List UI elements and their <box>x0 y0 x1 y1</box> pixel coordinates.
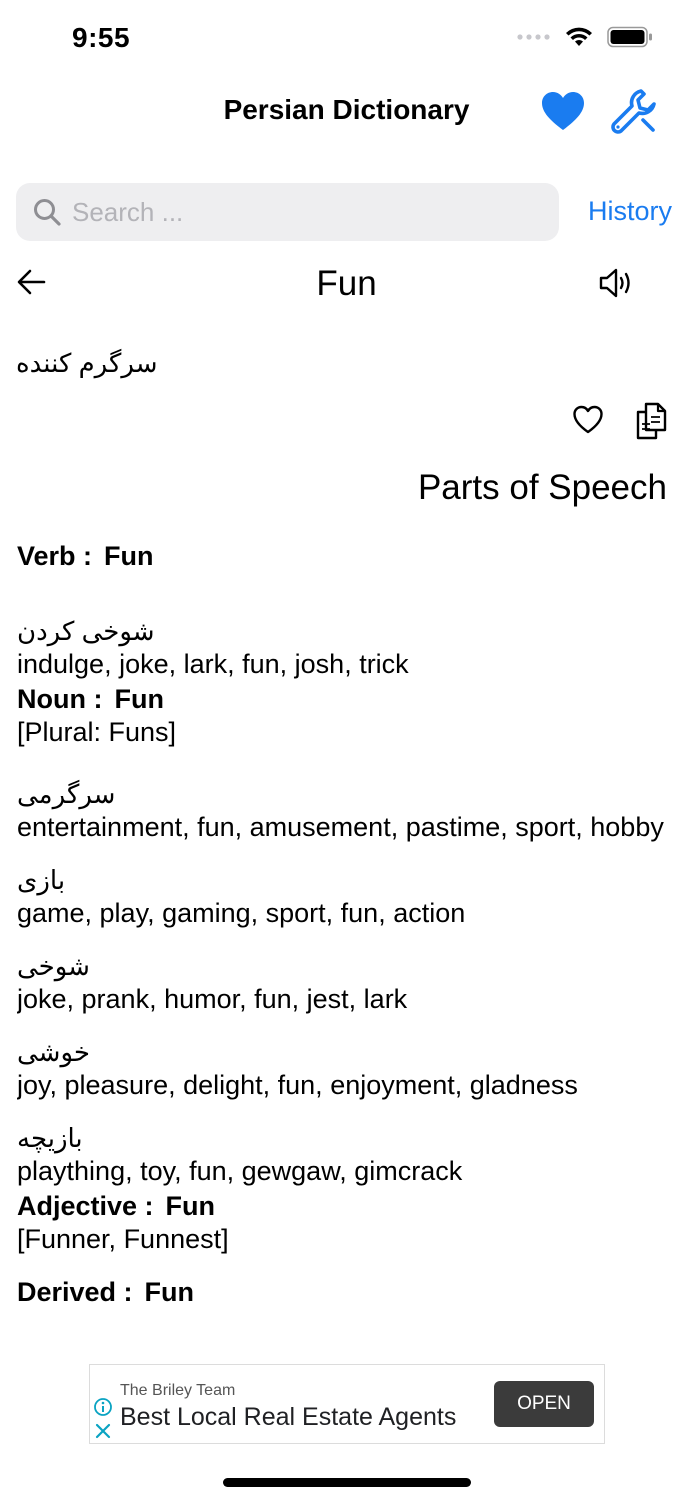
pos-section-verb <box>17 540 677 681</box>
heart-filled-icon <box>540 90 586 132</box>
pos-section-adjective <box>17 1190 677 1256</box>
close-icon[interactable] <box>94 1422 112 1440</box>
sense-item <box>17 1122 677 1188</box>
sense-persian: سرگرمی <box>17 779 116 809</box>
status-icons <box>517 26 653 48</box>
pos-heading-noun <box>17 683 677 716</box>
pos-heading-adjective <box>17 1190 677 1223</box>
add-favorite-button[interactable] <box>572 404 604 436</box>
sense-english: game, play, gaming, sport, fun, action <box>17 898 466 928</box>
pos-inflection: [Funner, Funnest] <box>17 1224 229 1254</box>
ad-open-button[interactable]: OPEN <box>494 1381 594 1427</box>
pos-inflection: [Plural: Funs] <box>17 717 177 747</box>
favorites-button[interactable] <box>540 90 586 132</box>
status-time: 9:55 <box>72 22 131 53</box>
pos-heading-derived <box>17 1276 677 1309</box>
home-indicator[interactable] <box>223 1478 471 1487</box>
pos-word: Fun <box>104 541 154 571</box>
ad-headline[interactable]: Best Local Real Estate Agents <box>120 1403 457 1431</box>
sense-english: entertainment, fun, amusement, pastime, sport, hobby <box>17 812 664 842</box>
parts-of-speech-heading: Parts of Speech <box>417 468 667 507</box>
settings-button[interactable] <box>608 86 660 138</box>
speaker-icon <box>598 266 634 300</box>
wrench-icon <box>608 86 660 138</box>
copy-button[interactable] <box>634 402 668 440</box>
sense-english: plaything, toy, fun, gewgaw, gimcrack <box>17 1156 463 1186</box>
sense-item <box>17 950 677 1016</box>
nav-title: Persian Dictionary <box>223 94 470 125</box>
history-button[interactable]: History <box>588 196 673 226</box>
pos-word: Fun <box>165 1191 216 1221</box>
pos-word: Fun <box>114 684 164 714</box>
sense-item <box>17 778 677 844</box>
sense-persian: شوخی <box>17 951 90 981</box>
heart-outline-icon <box>572 404 604 436</box>
copy-icon <box>634 402 668 440</box>
pos-word: Fun <box>144 1277 195 1307</box>
pos-label: Verb : <box>17 541 93 571</box>
sense-persian: خوشی <box>17 1037 90 1067</box>
ad-banner[interactable] <box>89 1364 605 1444</box>
pos-label: Derived : <box>17 1277 133 1307</box>
sense-item <box>17 615 677 681</box>
info-icon[interactable] <box>93 1397 113 1417</box>
sense-item <box>17 1036 677 1102</box>
sense-english: joy, pleasure, delight, fun, enjoyment, gladness <box>17 1070 578 1100</box>
search-input[interactable] <box>70 196 544 229</box>
ad-advertiser: The Briley Team <box>120 1382 236 1399</box>
pos-label: Noun : <box>17 684 103 714</box>
battery-icon <box>607 26 653 48</box>
entry-translation: سرگرم کننده <box>16 348 158 378</box>
sense-persian: بازی <box>17 865 66 895</box>
signal-dots-icon <box>517 33 551 41</box>
sense-item <box>17 864 677 930</box>
entry-word: Fun <box>316 264 377 303</box>
pos-section-derived <box>17 1276 677 1309</box>
search-bar[interactable] <box>16 183 559 241</box>
pronounce-button[interactable] <box>598 266 634 300</box>
search-icon <box>32 197 62 227</box>
pos-heading-verb <box>17 540 677 573</box>
definitions-list[interactable] <box>17 540 677 1350</box>
sense-english: indulge, joke, lark, fun, josh, trick <box>17 649 409 679</box>
pos-section-noun <box>17 683 677 1188</box>
sense-english: joke, prank, humor, fun, jest, lark <box>17 984 408 1014</box>
sense-persian: شوخی کردن <box>17 616 155 646</box>
wifi-icon <box>565 26 593 48</box>
pos-label: Adjective : <box>17 1191 154 1221</box>
sense-persian: بازیچه <box>17 1123 83 1153</box>
